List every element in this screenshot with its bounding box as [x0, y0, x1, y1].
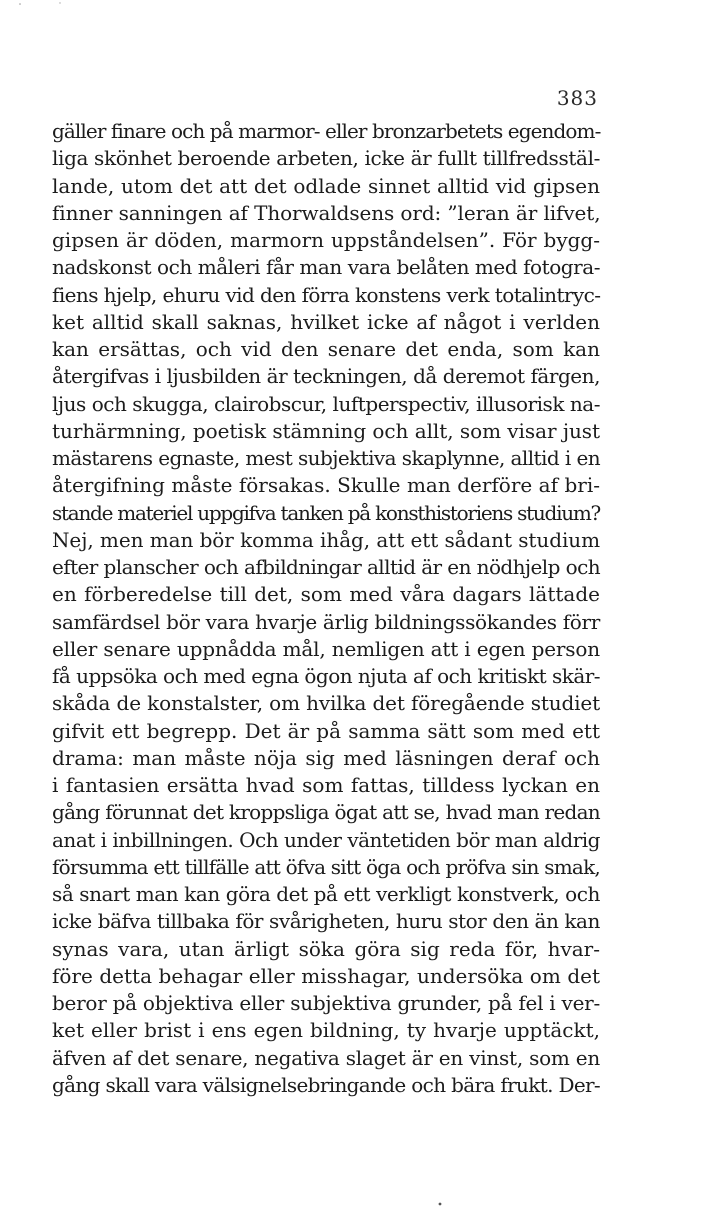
text-line: turhärmning, poetisk stämning och allt, som visar just — [52, 418, 601, 443]
text-line: återgifvas i ljusbilden är teckningen, då deremot färgen, — [52, 364, 600, 389]
text-line: nadskonst och måleri får man vara belåten med fotogra- — [52, 255, 601, 280]
text-line: en förberedelse till det, som med våra dagars lättade — [52, 582, 600, 607]
text-line: ket alltid skall saknas, hvilket icke af något i verlden — [52, 309, 600, 334]
text-line: finner sanningen af Thorwaldsens ord: ”leran är lifvet, — [52, 200, 601, 225]
text-line: lande, utom det att det odlade sinnet alltid vid gipsen — [52, 173, 600, 198]
text-line: drama: man måste nöja sig med läsningen deraf och — [52, 745, 600, 770]
text-line: gipsen är döden, marmorn uppståndelsen”. För bygg- — [52, 228, 600, 252]
text-line: icke bäfva tillbaka för svårigheten, huru stor den än kan — [52, 909, 600, 934]
text-line: efter planscher och afbildningar alltid är en nödhjelp och — [52, 555, 600, 579]
page-number: 383 — [556, 86, 598, 110]
text-line: gäller finare och på marmor- eller bronzarbetets egendom- — [52, 119, 601, 143]
text-line: liga skönhet beroende arbeten, icke är fullt tillfredsstäl- — [52, 146, 600, 171]
text-line: återgifning måste försakas. Skulle man derföre af bri- — [52, 473, 600, 498]
text-line: äfven af det senare, negativa slaget är en vinst, som en — [52, 1045, 600, 1070]
text-line: samfärdsel bör vara hvarje ärlig bildningssökandes förr — [52, 609, 600, 634]
text-line: Nej, men man bör komma ihåg, att ett sådant studium — [52, 527, 600, 552]
text-line: gifvit ett begrepp. Det är på samma sätt som med ett — [52, 718, 600, 743]
text-line: fiens hjelp, ehuru vid den förra konstens verk totalintryc- — [52, 282, 601, 307]
text-line: mästarens egnaste, mest subjektiva skaplynne, alltid i en — [52, 446, 601, 470]
text-line: kan ersättas, och vid den senare det enda, som kan — [52, 337, 600, 361]
text-line: försumma ett tillfälle att öfva sitt öga och pröfva sin smak, — [52, 854, 601, 879]
text-line: gång skall vara välsignelsebringande och bära frukt. Der- — [52, 1072, 600, 1097]
text-line: skåda de konstalster, om hvilka det föregående studiet — [52, 691, 601, 716]
text-line: stande materiel uppgifva tanken på konsthistoriens studium? — [52, 500, 601, 525]
text-line: få uppsöka och med egna ögon njuta af och kritiskt skär- — [52, 664, 600, 688]
text-line: ljus och skugga, clairobscur, luftperspectiv, illusorisk na- — [52, 391, 601, 416]
text-line: före detta behagar eller misshagar, undersöka om det — [52, 963, 600, 988]
text-line: eller senare uppnådda mål, nemligen att i egen person — [52, 636, 600, 661]
text-line: beror på objektiva eller subjektiva grunder, på fel i ver- — [52, 991, 600, 1015]
body-text — [52, 118, 600, 1099]
text-line: synas vara, utan ärligt söka göra sig reda för, hvar- — [52, 936, 600, 961]
text-line: ket eller brist i ens egen bildning, ty hvarje upptäckt, — [52, 1018, 600, 1043]
text-line: anat i inbillningen. Och under väntetiden bör man aldrig — [52, 827, 600, 852]
text-line: så snart man kan göra det på ett verkligt konstverk, och — [52, 882, 600, 906]
text-line: gång förunnat det kroppsliga ögat att se, hvad man redan — [52, 800, 600, 825]
text-line: i fantasien ersätta hvad som fattas, tilldess lyckan en — [52, 773, 600, 797]
